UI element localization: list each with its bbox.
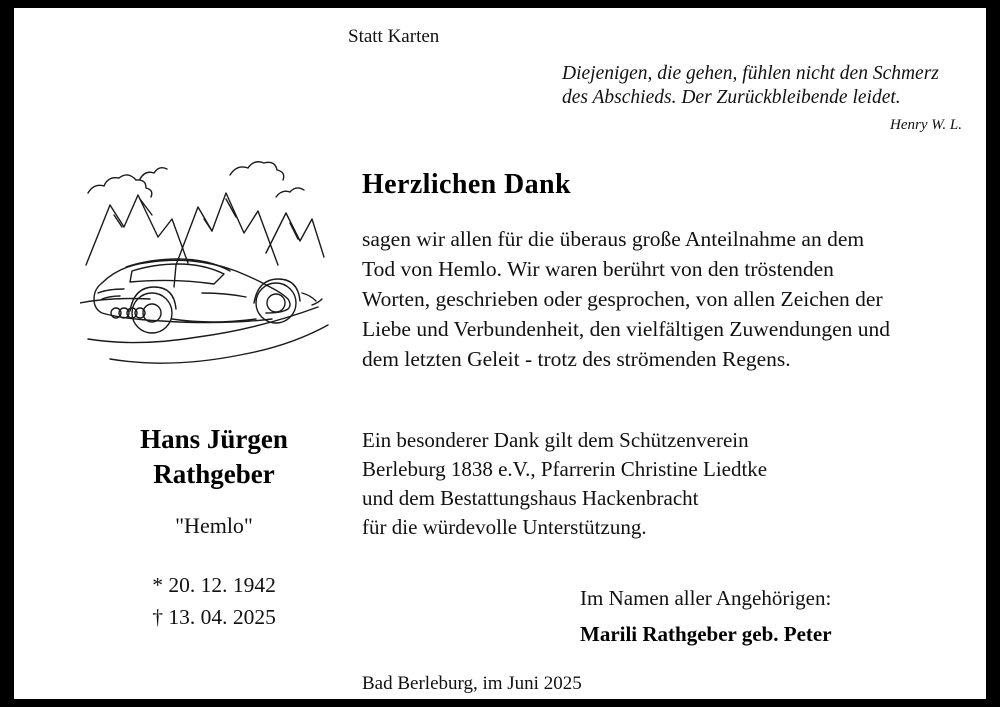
place-and-date: Bad Berleburg, im Juni 2025 <box>362 673 582 694</box>
deceased-name <box>94 422 334 492</box>
header-note: Statt Karten <box>348 26 440 47</box>
deceased-dates <box>94 569 334 633</box>
motto-author: Henry W. L. <box>890 117 962 133</box>
special-thanks-line-2: Berleburg 1838 e.V., Pfarrerin Christine Liedtke <box>362 457 768 481</box>
thanks-body-line-3: Worten, geschrieben oder gesprochen, von allen Zeichen der <box>362 287 883 311</box>
signature-name: Marili Rathgeber geb. Peter <box>580 622 832 646</box>
motto-quote <box>562 62 982 137</box>
thanks-body-line-5: dem letzten Geleit - trotz des strömenden Regens. <box>362 347 791 371</box>
special-thanks-line-1: Ein besonderer Dank gilt dem Schützenverein <box>362 428 749 452</box>
special-thanks <box>362 426 982 542</box>
death-date: † 13. 04. 2025 <box>152 605 276 629</box>
deceased-name-line-2: Rathgeber <box>153 459 275 489</box>
special-thanks-line-3: und dem Bestattungshaus Hackenbracht <box>362 486 699 510</box>
thanks-body-line-4: Liebe und Verbundenheit, den vielfältigen Zuwendungen und <box>362 317 890 341</box>
special-thanks-line-4: für die würdevolle Unterstützung. <box>362 515 647 539</box>
birth-date: * 20. 12. 1942 <box>152 573 276 597</box>
thanks-body <box>362 224 992 374</box>
motto-line-1: Diejenigen, die gehen, fühlen nicht den Schmerz <box>562 63 939 84</box>
deceased-nickname: "Hemlo" <box>175 513 253 538</box>
deceased-name-line-1: Hans Jürgen <box>140 424 288 454</box>
thanks-body-line-2: Tod von Hemlo. Wir waren berührt von den tröstenden <box>362 257 834 281</box>
car-in-mountains-illustration <box>80 153 330 368</box>
thanks-title: Herzlichen Dank <box>362 169 571 200</box>
motto-line-2: des Abschieds. Der Zurückbleibende leidet. <box>562 87 901 108</box>
thanks-body-line-1: sagen wir allen für die überaus große Anteilnahme an dem <box>362 227 865 251</box>
card-page <box>14 8 986 699</box>
on-behalf-text: Im Namen aller Angehörigen: <box>580 586 832 610</box>
